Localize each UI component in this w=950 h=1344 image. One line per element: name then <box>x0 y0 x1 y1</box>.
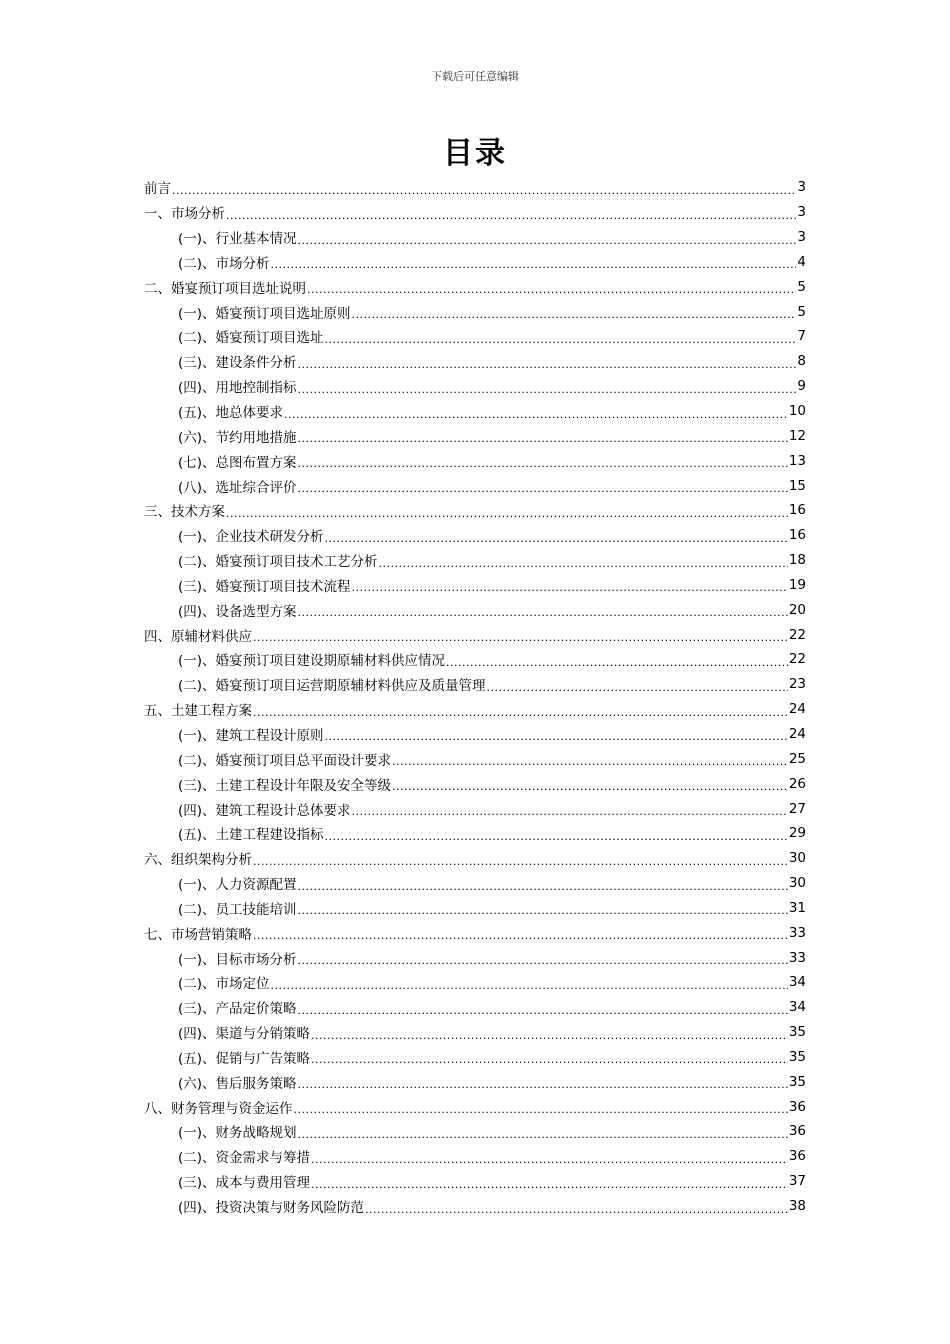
toc-dot-leader <box>325 532 788 545</box>
toc-entry-page: 22 <box>788 651 806 668</box>
toc-entry[interactable] <box>144 697 806 722</box>
toc-entry-title: (五)、地总体要求 <box>178 405 284 422</box>
toc-dot-leader <box>298 358 797 371</box>
toc-entry-page: 5 <box>797 303 806 320</box>
toc-dot-leader <box>392 780 788 793</box>
table-of-contents <box>144 175 806 1218</box>
toc-entry-title: (一)、婚宴预订项目建设期原辅材料供应情况 <box>178 653 446 670</box>
toc-entry-page: 33 <box>788 924 806 941</box>
toc-entry-page: 24 <box>788 725 806 742</box>
toc-dot-leader <box>294 1103 788 1116</box>
toc-entry[interactable] <box>144 995 806 1020</box>
header-note: 下载后可任意编辑 <box>431 70 519 83</box>
toc-dot-leader <box>352 308 797 321</box>
toc-entry[interactable] <box>144 1194 806 1219</box>
toc-entry-title: 一、市场分析 <box>144 206 225 223</box>
toc-entry-title: (三)、土建工程设计年限及安全等级 <box>178 777 392 794</box>
toc-entry[interactable] <box>144 349 806 374</box>
toc-entry[interactable] <box>144 920 806 945</box>
toc-entry-page: 8 <box>797 353 806 370</box>
toc-entry-title: (六)、售后服务策略 <box>178 1075 297 1092</box>
toc-dot-leader <box>311 1153 788 1166</box>
toc-dot-leader <box>172 184 796 197</box>
toc-entry-title: 三、技术方案 <box>144 504 225 521</box>
toc-entry[interactable] <box>144 225 806 250</box>
toc-entry-page: 26 <box>788 775 806 792</box>
toc-entry[interactable] <box>144 1094 806 1119</box>
toc-entry-page: 22 <box>788 626 806 643</box>
toc-dot-leader <box>311 1029 788 1042</box>
toc-entry-title: (三)、成本与费用管理 <box>178 1175 311 1192</box>
toc-entry-page: 30 <box>788 850 806 867</box>
toc-entry-page: 10 <box>788 403 806 420</box>
toc-dot-leader <box>271 258 797 271</box>
toc-dot-leader <box>298 234 797 247</box>
toc-entry-page: 4 <box>797 253 806 270</box>
toc-entry-page: 34 <box>788 974 806 991</box>
toc-entry[interactable] <box>144 1020 806 1045</box>
toc-entry-title: (三)、婚宴预订项目技术流程 <box>178 578 351 595</box>
toc-entry-title: (七)、总图布置方案 <box>178 454 297 471</box>
toc-entry-title: (二)、资金需求与筹措 <box>178 1150 311 1167</box>
toc-entry-page: 19 <box>788 576 806 593</box>
toc-entry-page: 36 <box>788 1148 806 1165</box>
toc-entry[interactable] <box>144 274 806 299</box>
toc-dot-leader <box>352 581 788 594</box>
toc-entry[interactable] <box>144 1144 806 1169</box>
toc-entry-title: (二)、市场定位 <box>178 976 270 993</box>
toc-dot-leader <box>298 904 788 917</box>
toc-entry-page: 35 <box>788 1048 806 1065</box>
toc-dot-leader <box>298 383 797 396</box>
toc-dot-leader <box>298 432 788 445</box>
toc-entry-title: (一)、财务战略规划 <box>178 1125 297 1142</box>
toc-dot-leader <box>271 979 788 992</box>
toc-entry-page: 38 <box>788 1198 806 1215</box>
toc-entry-page: 25 <box>788 750 806 767</box>
toc-dot-leader <box>487 681 788 694</box>
toc-entry-page: 29 <box>788 825 806 842</box>
toc-entry[interactable] <box>144 746 806 771</box>
toc-dot-leader <box>253 631 788 644</box>
toc-entry-title: (四)、投资决策与财务风险防范 <box>178 1200 365 1217</box>
toc-entry[interactable] <box>144 722 806 747</box>
toc-dot-leader <box>253 929 788 942</box>
toc-entry-page: 33 <box>788 949 806 966</box>
toc-dot-leader <box>226 209 796 222</box>
toc-entry-page: 34 <box>788 999 806 1016</box>
toc-entry-page: 3 <box>797 229 806 246</box>
toc-dot-leader <box>253 855 788 868</box>
toc-entry-title: (三)、产品定价策略 <box>178 1001 297 1018</box>
toc-dot-leader <box>298 457 788 470</box>
toc-entry-page: 31 <box>788 899 806 916</box>
toc-entry[interactable] <box>144 1119 806 1144</box>
toc-entry[interactable] <box>144 1045 806 1070</box>
toc-entry[interactable] <box>144 622 806 647</box>
toc-dot-leader <box>379 557 788 570</box>
toc-dot-leader <box>298 606 788 619</box>
toc-dot-leader <box>352 805 788 818</box>
toc-entry-page: 16 <box>788 502 806 519</box>
toc-dot-leader <box>325 333 797 346</box>
toc-dot-leader <box>298 1004 788 1017</box>
toc-entry-title: (一)、人力资源配置 <box>178 877 297 894</box>
toc-entry-title: (二)、婚宴预订项目选址 <box>178 330 324 347</box>
toc-dot-leader <box>284 408 788 421</box>
toc-entry-title: 四、原辅材料供应 <box>144 628 252 645</box>
toc-entry[interactable] <box>144 448 806 473</box>
toc-entry[interactable] <box>144 672 806 697</box>
toc-entry[interactable] <box>144 821 806 846</box>
toc-entry-page: 23 <box>788 676 806 693</box>
toc-entry-page: 35 <box>788 1024 806 1041</box>
toc-entry-title: (二)、婚宴预订项目总平面设计要求 <box>178 752 392 769</box>
toc-entry-title: (六)、节约用地措施 <box>178 429 297 446</box>
toc-entry-page: 5 <box>797 278 806 295</box>
toc-entry[interactable] <box>144 1169 806 1194</box>
toc-entry-page: 3 <box>797 179 806 196</box>
toc-entry-page: 30 <box>788 875 806 892</box>
toc-entry-title: 五、土建工程方案 <box>144 703 252 720</box>
toc-entry[interactable] <box>144 423 806 448</box>
toc-dot-leader <box>365 1203 788 1216</box>
toc-entry-page: 35 <box>788 1073 806 1090</box>
toc-entry[interactable] <box>144 250 806 275</box>
toc-entry[interactable] <box>144 324 806 349</box>
toc-entry-page: 36 <box>788 1123 806 1140</box>
toc-entry-title: (二)、婚宴预订项目运营期原辅材料供应及质量管理 <box>178 678 486 695</box>
toc-entry-title: (二)、婚宴预订项目技术工艺分析 <box>178 554 378 571</box>
toc-entry-title: 七、市场营销策略 <box>144 926 252 943</box>
toc-entry[interactable] <box>144 175 806 200</box>
toc-dot-leader <box>311 1178 788 1191</box>
toc-entry[interactable] <box>144 200 806 225</box>
toc-entry[interactable] <box>144 473 806 498</box>
toc-entry[interactable] <box>144 573 806 598</box>
toc-entry-title: 二、婚宴预订项目选址说明 <box>144 280 306 297</box>
toc-entry-title: (四)、用地控制指标 <box>178 380 297 397</box>
toc-title: 目录 <box>443 136 507 171</box>
toc-entry-page: 18 <box>788 552 806 569</box>
toc-entry-title: (一)、企业技术研发分析 <box>178 529 324 546</box>
toc-dot-leader <box>298 880 788 893</box>
toc-entry-title: (五)、土建工程建设指标 <box>178 827 324 844</box>
toc-entry-page: 36 <box>788 1098 806 1115</box>
toc-entry[interactable] <box>144 895 806 920</box>
toc-entry[interactable] <box>144 871 806 896</box>
toc-entry[interactable] <box>144 945 806 970</box>
toc-dot-leader <box>446 656 788 669</box>
toc-entry[interactable] <box>144 548 806 573</box>
toc-entry[interactable] <box>144 1069 806 1094</box>
toc-entry[interactable] <box>144 771 806 796</box>
toc-entry-page: 20 <box>788 601 806 618</box>
toc-entry-page: 24 <box>788 701 806 718</box>
toc-dot-leader <box>307 283 796 296</box>
toc-entry-page: 15 <box>788 477 806 494</box>
toc-entry[interactable] <box>144 846 806 871</box>
toc-entry[interactable] <box>144 399 806 424</box>
toc-dot-leader <box>298 1078 788 1091</box>
toc-entry[interactable] <box>144 498 806 523</box>
toc-entry[interactable] <box>144 796 806 821</box>
toc-dot-leader <box>226 507 788 520</box>
toc-entry-title: (二)、员工技能培训 <box>178 901 297 918</box>
toc-entry-title: (一)、建筑工程设计原则 <box>178 727 324 744</box>
toc-entry-title: (一)、行业基本情况 <box>178 231 297 248</box>
toc-entry-page: 13 <box>788 452 806 469</box>
toc-entry-title: (四)、建筑工程设计总体要求 <box>178 802 351 819</box>
toc-entry-title: 六、组织架构分析 <box>144 852 252 869</box>
toc-entry-title: 八、财务管理与资金运作 <box>144 1100 293 1117</box>
toc-entry-page: 27 <box>788 800 806 817</box>
toc-entry-title: (一)、目标市场分析 <box>178 951 297 968</box>
toc-entry[interactable] <box>144 647 806 672</box>
toc-entry[interactable] <box>144 523 806 548</box>
toc-entry-page: 16 <box>788 527 806 544</box>
toc-entry-title: (四)、渠道与分销策略 <box>178 1026 311 1043</box>
toc-dot-leader <box>311 1053 788 1066</box>
toc-entry-page: 12 <box>788 427 806 444</box>
toc-entry-title: (八)、选址综合评价 <box>178 479 297 496</box>
toc-dot-leader <box>253 706 788 719</box>
toc-entry-page: 9 <box>797 378 806 395</box>
toc-entry-title: (三)、建设条件分析 <box>178 355 297 372</box>
toc-entry-title: (五)、促销与广告策略 <box>178 1050 311 1067</box>
toc-dot-leader <box>325 830 788 843</box>
toc-entry-title: (一)、婚宴预订项目选址原则 <box>178 305 351 322</box>
toc-entry[interactable] <box>144 299 806 324</box>
toc-entry-page: 37 <box>788 1173 806 1190</box>
toc-entry[interactable] <box>144 970 806 995</box>
toc-entry-title: (二)、市场分析 <box>178 255 270 272</box>
toc-entry-title: (四)、设备选型方案 <box>178 603 297 620</box>
toc-dot-leader <box>298 482 788 495</box>
toc-dot-leader <box>298 1128 788 1141</box>
toc-dot-leader <box>325 730 788 743</box>
toc-dot-leader <box>298 954 788 967</box>
toc-entry-title: 前言 <box>144 181 171 198</box>
toc-entry-page: 7 <box>797 328 806 345</box>
toc-dot-leader <box>392 755 788 768</box>
toc-entry[interactable] <box>144 374 806 399</box>
toc-entry[interactable] <box>144 597 806 622</box>
toc-entry-page: 3 <box>797 204 806 221</box>
